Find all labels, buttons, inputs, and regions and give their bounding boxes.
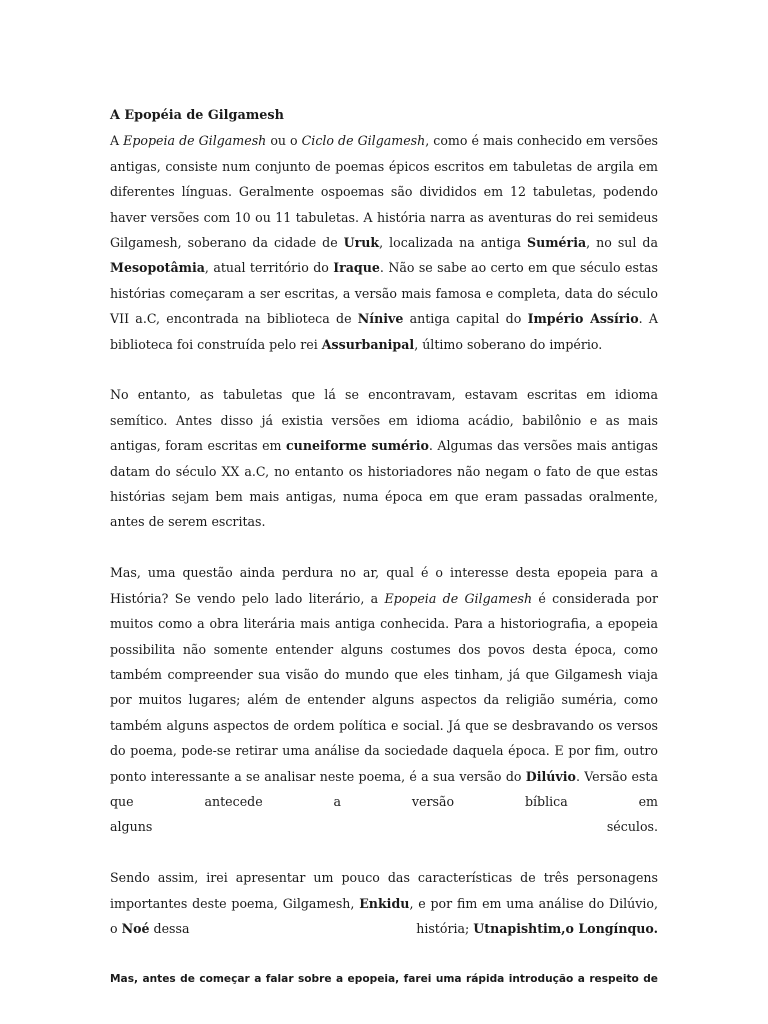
text: . Não se sabe ao certo em que século estas histórias começaram a ser escritas, a versão mais famosa e completa, data do século VII a.C, encontrada na biblioteca de [110, 260, 658, 327]
text: Mas, uma questão ainda perdura no ar, qual é o interesse desta epopeia para a História? Se vendo pelo lado literário, a [110, 565, 658, 606]
text: Sendo assim, irei apresentar um pouco das características de três personagens importantes deste poema, Gilgamesh, [110, 870, 658, 911]
text: A [110, 133, 124, 149]
last-line-left [110, 916, 189, 941]
bold-term: Enkidu [359, 895, 410, 911]
text: história; [416, 920, 474, 936]
paragraph-4 [110, 865, 658, 941]
paragraph-4-last-line [110, 916, 658, 941]
text: , e por fim em uma análise do Dilúvio, [409, 895, 658, 911]
text: , atual território do [204, 260, 334, 276]
text: o [110, 920, 122, 936]
bold-term: Império Assírio [527, 311, 639, 327]
italic-text: Epopeia de Gilgamesh [123, 133, 267, 149]
paragraph-1 [110, 128, 658, 357]
bold-term: Utnapishtim,o Longínquo. [473, 920, 658, 936]
text: é considerada por muitos como a obra literária mais antiga conhecida. Para a historiografia, a epopeia possibilita não somente entender alguns costumes dos povos desta época, como também compreender sua visão do mundo que eles tinham, já que Gilgamesh viaja por muitos lugares; além de entender alguns aspectos da religião suméria, como também alguns aspectos de ordem política e social. Já que se desbravando os versos do poema, pode-se retirar uma análise da sociedade daquela época. E por fim, outro ponto interessante a se analisar neste poema, é a sua versão do [110, 590, 658, 784]
bold-term: Mesopotâmia [110, 260, 205, 276]
italic-text: Ciclo de Gilgamesh [301, 133, 426, 149]
italic-text: Epopeia de Gilgamesh [384, 590, 533, 606]
bold-term: Assurbanipal [321, 336, 415, 352]
paragraph-3-last-line [110, 814, 658, 839]
text: . A biblioteca foi construída pelo rei [110, 311, 658, 352]
bold-term: Iraque [333, 260, 380, 276]
paragraph-4-body [110, 865, 658, 916]
text: séculos. [606, 819, 658, 835]
bold-term: Nínive [357, 311, 404, 327]
closing-sentence: Mas, antes de começar a falar sobre a epopeia, farei uma rápida introdução a respeito de [110, 972, 658, 985]
text: ou o [266, 133, 302, 149]
paragraph-3-body [110, 560, 658, 814]
text: dessa [149, 920, 190, 936]
paragraph-3 [110, 560, 658, 839]
bold-term: Suméria [526, 235, 587, 251]
bold-term: Noé [121, 920, 150, 936]
text: . Versão esta que antecede a versão bíblica em [110, 768, 659, 809]
bold-term: Dilúvio [525, 768, 576, 784]
document-title: A Epopéia de Gilgamesh [110, 108, 284, 123]
bold-term: Uruk [343, 235, 380, 251]
text: , no sul da [586, 235, 658, 251]
last-line-right [416, 916, 658, 941]
text: , último soberano do império. [414, 336, 603, 352]
text: antiga capital do [403, 311, 528, 327]
text: , localizada na antiga [379, 235, 527, 251]
document-page [110, 103, 658, 1003]
paragraph-2 [110, 382, 658, 534]
text: , como é mais conhecido em versões antigas, consiste num conjunto de poemas épicos escritos em tabuletas de argila em diferentes línguas. Geralmente ospoemas são divididos em 12 tabuletas, podendo haver versões com 10 ou 11 tabuletas. A história narra as aventuras do rei semideus Gilgamesh, soberano da cidade de [110, 133, 658, 251]
bold-term: cuneiforme sumério [286, 438, 429, 454]
text: alguns [110, 819, 153, 835]
text: No entanto, as tabuletas que lá se encontravam, estavam escritas em idioma semítico. Antes disso já existia versões em idioma acádio, babilônio e as mais antigas, foram escritas em [110, 387, 658, 454]
text: . Algumas das versões mais antigas datam do século XX a.C, no entanto os historiadores não negam o fato de que estas histórias sejam bem mais antigas, numa época em que eram passadas oralmente, antes de serem escritas. [110, 438, 659, 530]
